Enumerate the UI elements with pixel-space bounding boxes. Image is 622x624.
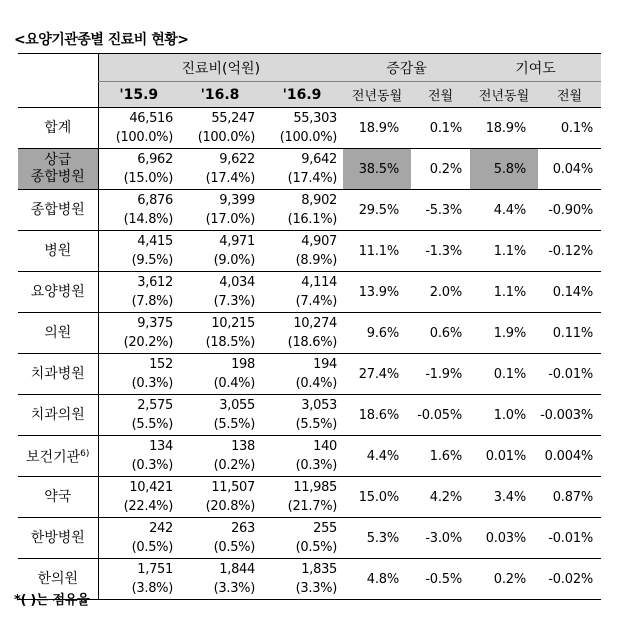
contrib-yoy-cell: 0.01%	[470, 436, 538, 477]
cost-cell	[261, 231, 343, 272]
header-contrib-mom: 전월	[538, 82, 601, 108]
row-label-text: 치과의원	[30, 406, 85, 423]
row-label	[18, 272, 98, 313]
share-value: (0.5%)	[213, 540, 255, 555]
change-yoy-cell: 27.4%	[343, 354, 411, 395]
share-value: (100.0%)	[115, 130, 173, 145]
cost-value: 9,399	[219, 193, 255, 208]
cost-value: 10,215	[211, 316, 255, 331]
share-value: (0.3%)	[295, 458, 338, 473]
contrib-mom-cell: 0.14%	[538, 272, 601, 313]
header-contrib-yoy: 전년동월	[470, 82, 538, 108]
change-mom-cell: 4.2%	[411, 477, 470, 518]
cost-cell	[261, 313, 343, 354]
header-change-mom: 전월	[411, 82, 470, 108]
contrib-mom-cell: 0.1%	[538, 108, 601, 149]
header-year: '15.9	[98, 82, 179, 108]
cost-cell	[179, 436, 261, 477]
row-label-text: 종합병원	[30, 201, 85, 218]
contrib-mom-cell: -0.003%	[538, 395, 601, 436]
cost-cell	[261, 559, 343, 600]
row-label	[18, 108, 98, 149]
contrib-mom-cell: -0.01%	[538, 518, 601, 559]
row-label-text: 한방병원	[30, 529, 85, 546]
change-yoy-cell: 4.4%	[343, 436, 411, 477]
table-body	[18, 108, 601, 600]
row-label-text: 요양병원	[30, 283, 85, 300]
cost-cell	[261, 436, 343, 477]
change-mom-cell: 1.6%	[411, 436, 470, 477]
share-value: (9.0%)	[213, 253, 255, 268]
contrib-mom-cell: -0.90%	[538, 190, 601, 231]
cost-cell	[98, 108, 179, 149]
cost-cell	[179, 108, 261, 149]
row-label	[18, 190, 98, 231]
table-row	[18, 436, 601, 477]
share-value: (8.9%)	[295, 253, 338, 268]
table-row	[18, 149, 601, 190]
cost-value: 9,642	[301, 152, 338, 167]
cost-cell	[261, 108, 343, 149]
contrib-yoy-cell: 3.4%	[470, 477, 538, 518]
header-year: '16.8	[179, 82, 261, 108]
cost-value: 46,516	[129, 111, 173, 126]
cost-table	[18, 53, 601, 600]
change-mom-cell: -0.5%	[411, 559, 470, 600]
cost-cell	[261, 518, 343, 559]
cost-cell	[179, 395, 261, 436]
contrib-mom-cell: -0.12%	[538, 231, 601, 272]
cost-value: 1,835	[301, 562, 338, 577]
row-label	[18, 313, 98, 354]
change-yoy-cell: 18.6%	[343, 395, 411, 436]
cost-value: 4,907	[301, 234, 338, 249]
cost-value: 138	[231, 439, 255, 454]
row-label	[18, 436, 98, 477]
cost-value: 9,622	[219, 152, 255, 167]
cost-cell	[98, 231, 179, 272]
cost-cell	[179, 272, 261, 313]
share-value: (21.7%)	[287, 499, 338, 514]
cost-value: 10,274	[293, 316, 338, 331]
cost-cell	[179, 190, 261, 231]
table-row	[18, 231, 601, 272]
contrib-yoy-cell: 4.4%	[470, 190, 538, 231]
share-value: (0.5%)	[131, 540, 173, 555]
cost-cell	[261, 149, 343, 190]
cost-cell	[179, 518, 261, 559]
cost-cell	[179, 354, 261, 395]
row-label-text: 의원	[44, 324, 72, 341]
row-label	[18, 477, 98, 518]
share-value: (7.4%)	[295, 294, 338, 309]
header-group-change: 증감율	[343, 54, 470, 82]
cost-value: 140	[313, 439, 338, 454]
share-value: (0.3%)	[131, 458, 173, 473]
cost-value: 194	[313, 357, 338, 372]
share-value: (9.5%)	[131, 253, 173, 268]
cost-value: 8,902	[301, 193, 338, 208]
cost-value: 263	[231, 521, 255, 536]
share-value: (14.8%)	[123, 212, 173, 227]
cost-value: 11,507	[211, 480, 255, 495]
cost-value: 6,876	[137, 193, 173, 208]
cost-cell	[98, 559, 179, 600]
cost-cell	[98, 354, 179, 395]
share-value: (20.8%)	[205, 499, 255, 514]
share-value: (3.3%)	[213, 581, 255, 596]
cost-cell	[261, 354, 343, 395]
contrib-yoy-cell: 1.1%	[470, 272, 538, 313]
cost-value: 3,053	[301, 398, 338, 413]
cost-value: 11,985	[293, 480, 338, 495]
row-label-text: 병원	[44, 242, 72, 259]
cost-cell	[98, 518, 179, 559]
cost-value: 4,971	[219, 234, 255, 249]
cost-cell	[261, 272, 343, 313]
share-value: (3.8%)	[131, 581, 173, 596]
change-yoy-cell: 18.9%	[343, 108, 411, 149]
change-yoy-cell: 4.8%	[343, 559, 411, 600]
share-value: (0.4%)	[213, 376, 255, 391]
share-value: (100.0%)	[279, 130, 338, 145]
table-row	[18, 395, 601, 436]
contrib-yoy-cell: 1.1%	[470, 231, 538, 272]
row-label-text: 상급	[44, 152, 72, 168]
cost-value: 242	[149, 521, 173, 536]
contrib-yoy-cell: 0.1%	[470, 354, 538, 395]
change-yoy-cell: 11.1%	[343, 231, 411, 272]
footnote: *( )는 점유율	[14, 593, 90, 608]
cost-cell	[98, 313, 179, 354]
row-label	[18, 149, 98, 190]
cost-cell	[98, 395, 179, 436]
cost-value: 55,303	[293, 111, 338, 126]
share-value: (17.0%)	[205, 212, 255, 227]
cost-value: 3,612	[137, 275, 173, 290]
change-yoy-cell: 29.5%	[343, 190, 411, 231]
contrib-yoy-cell: 18.9%	[470, 108, 538, 149]
contrib-mom-cell: -0.01%	[538, 354, 601, 395]
change-mom-cell: 0.1%	[411, 108, 470, 149]
header-year: '16.9	[261, 82, 343, 108]
share-value: (22.4%)	[123, 499, 173, 514]
share-value: (17.4%)	[205, 171, 255, 186]
row-label-text: 보건기관	[26, 449, 81, 466]
cost-cell	[261, 190, 343, 231]
share-value: (100.0%)	[197, 130, 255, 145]
row-label-text: 합계	[44, 119, 72, 136]
cost-cell	[98, 477, 179, 518]
change-mom-cell: 0.6%	[411, 313, 470, 354]
table-row	[18, 477, 601, 518]
row-label-footnote-mark: 6)	[80, 448, 90, 459]
cost-value: 55,247	[211, 111, 255, 126]
change-yoy-cell: 13.9%	[343, 272, 411, 313]
row-label	[18, 395, 98, 436]
cost-value: 255	[313, 521, 338, 536]
contrib-yoy-cell: 1.9%	[470, 313, 538, 354]
cost-value: 152	[149, 357, 173, 372]
cost-cell	[179, 559, 261, 600]
share-value: (17.4%)	[287, 171, 338, 186]
share-value: (20.2%)	[123, 335, 173, 350]
change-mom-cell: -1.3%	[411, 231, 470, 272]
cost-value: 6,962	[137, 152, 173, 167]
change-mom-cell: 2.0%	[411, 272, 470, 313]
header-row-groups	[18, 54, 601, 82]
cost-value: 1,751	[137, 562, 173, 577]
header-row-subcols	[18, 82, 601, 108]
share-value: (7.8%)	[131, 294, 173, 309]
cost-cell	[179, 231, 261, 272]
row-label-text-line2: 종합병원	[30, 169, 85, 185]
table-row	[18, 518, 601, 559]
change-mom-cell: -0.05%	[411, 395, 470, 436]
table-title: <요양기관종별 진료비 현황>	[14, 32, 189, 48]
contrib-mom-cell: 0.04%	[538, 149, 601, 190]
row-label	[18, 354, 98, 395]
cost-cell	[179, 149, 261, 190]
change-yoy-cell: 38.5%	[343, 149, 411, 190]
change-yoy-cell: 5.3%	[343, 518, 411, 559]
cost-value: 9,375	[137, 316, 173, 331]
share-value: (18.6%)	[287, 335, 338, 350]
cost-value: 134	[149, 439, 173, 454]
contrib-yoy-cell: 0.2%	[470, 559, 538, 600]
row-label	[18, 231, 98, 272]
share-value: (3.3%)	[295, 581, 338, 596]
contrib-mom-cell: -0.02%	[538, 559, 601, 600]
cost-value: 198	[231, 357, 255, 372]
change-yoy-cell: 15.0%	[343, 477, 411, 518]
contrib-yoy-cell: 1.0%	[470, 395, 538, 436]
header-label-blank	[18, 54, 98, 108]
row-label-text: 한의원	[37, 570, 79, 587]
share-value: (5.5%)	[295, 417, 338, 432]
table-row	[18, 272, 601, 313]
cost-value: 3,055	[219, 398, 255, 413]
share-value: (5.5%)	[131, 417, 173, 432]
cost-value: 4,114	[301, 275, 338, 290]
share-value: (0.3%)	[131, 376, 173, 391]
change-mom-cell: -1.9%	[411, 354, 470, 395]
share-value: (18.5%)	[205, 335, 255, 350]
table-row	[18, 559, 601, 600]
contrib-mom-cell: 0.004%	[538, 436, 601, 477]
change-mom-cell: -5.3%	[411, 190, 470, 231]
cost-cell	[98, 272, 179, 313]
table-row	[18, 108, 601, 149]
share-value: (5.5%)	[213, 417, 255, 432]
cost-value: 4,034	[219, 275, 255, 290]
cost-cell	[179, 313, 261, 354]
row-label	[18, 518, 98, 559]
cost-cell	[98, 190, 179, 231]
contrib-mom-cell: 0.87%	[538, 477, 601, 518]
change-yoy-cell: 9.6%	[343, 313, 411, 354]
change-mom-cell: 0.2%	[411, 149, 470, 190]
contrib-yoy-cell: 5.8%	[470, 149, 538, 190]
table-row	[18, 313, 601, 354]
contrib-yoy-cell: 0.03%	[470, 518, 538, 559]
cost-value: 2,575	[137, 398, 173, 413]
share-value: (16.1%)	[287, 212, 338, 227]
table-row	[18, 190, 601, 231]
share-value: (0.2%)	[213, 458, 255, 473]
cost-cell	[98, 436, 179, 477]
row-label-text: 약국	[44, 488, 72, 505]
table-row	[18, 354, 601, 395]
cost-value: 10,421	[129, 480, 173, 495]
change-mom-cell: -3.0%	[411, 518, 470, 559]
row-label-text: 치과병원	[30, 365, 85, 382]
cost-cell	[179, 477, 261, 518]
cost-value: 4,415	[137, 234, 173, 249]
share-value: (15.0%)	[123, 171, 173, 186]
share-value: (0.4%)	[295, 376, 338, 391]
contrib-mom-cell: 0.11%	[538, 313, 601, 354]
share-value: (0.5%)	[295, 540, 338, 555]
cost-cell	[261, 477, 343, 518]
share-value: (7.3%)	[213, 294, 255, 309]
cost-cell	[98, 149, 179, 190]
header-group-cost: 진료비(억원)	[98, 54, 343, 82]
cost-value: 1,844	[219, 562, 255, 577]
cost-cell	[261, 395, 343, 436]
header-change-yoy: 전년동월	[343, 82, 411, 108]
header-group-contrib: 기여도	[470, 54, 601, 82]
